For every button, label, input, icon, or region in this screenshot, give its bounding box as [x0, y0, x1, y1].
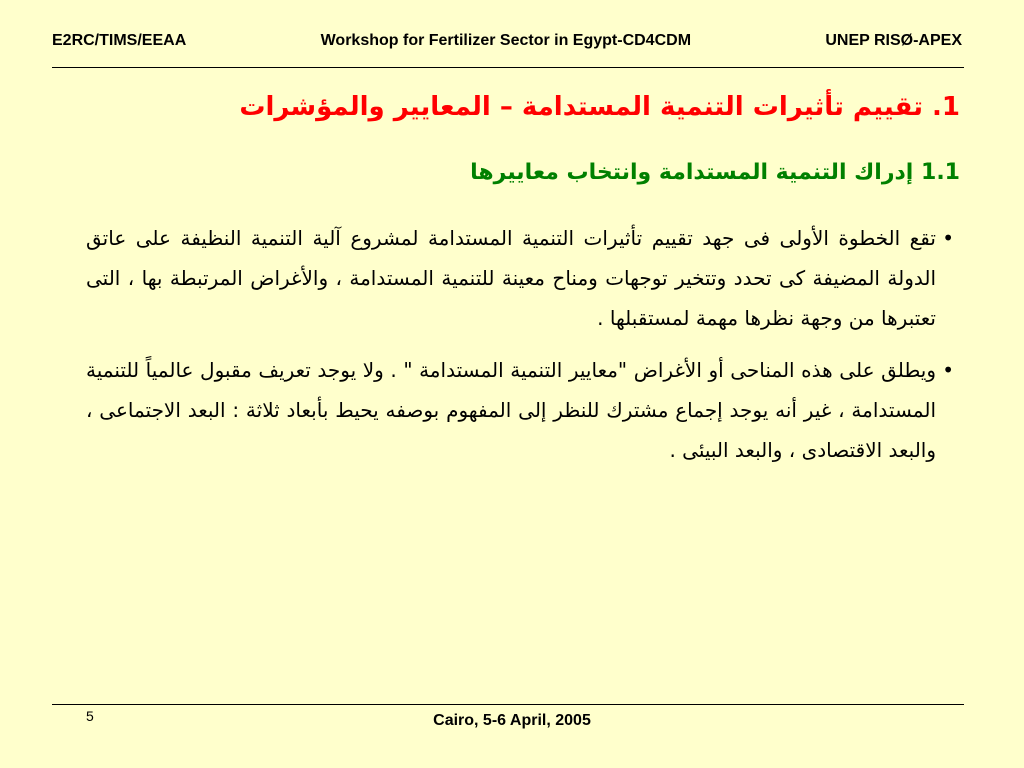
bullet-icon: • — [942, 226, 954, 250]
page-number: 5 — [86, 708, 94, 724]
bullet-item — [86, 218, 954, 338]
bullet-icon: • — [942, 358, 954, 382]
bullet-text: تقع الخطوة الأولى فى جهد تقييم تأثيرات التنمية المستدامة لمشروع آلية التنمية النظيفة على عاتق الدولة المضيفة كى تحدد وتتخير توجهات ومناح معينة للتنمية المستدامة ، والأغراض المرتبطة بها ، التى تعتبرها من وجهة نظرها مهمة لمستقبلها . — [86, 226, 936, 330]
header-divider — [52, 67, 964, 68]
header-workshop-title: Workshop for Fertilizer Sector in Egypt-CD4CDM — [320, 32, 692, 49]
slide-subtitle: 1.1 إدراك التنمية المستدامة وانتخاب معاييرها — [470, 160, 960, 185]
slide-title: 1. تقييم تأثيرات التنمية المستدامة – المعايير والمؤشرات — [239, 92, 960, 122]
slide-header — [52, 32, 962, 50]
bullet-item — [86, 350, 954, 470]
bullet-text: ويطلق على هذه المناحى أو الأغراض "معايير التنمية المستدامة " . ولا يوجد تعريف مقبول عالمياً للتنمية المستدامة ، غير أنه يوجد إجماع مشترك للنظر إلى المفهوم بوصفه يحيط بأبعاد ثلاثة : البعد الاجتماعى ، والبعد الاقتصادى ، والبعد البيئى . — [86, 358, 936, 462]
footer-location-date: Cairo, 5-6 April, 2005 — [433, 712, 591, 729]
header-right-org: UNEP RISØ-APEX — [825, 32, 962, 49]
header-left-org: E2RC/TIMS/EEAA — [52, 32, 187, 49]
footer-divider — [52, 704, 964, 705]
bullet-list — [86, 218, 954, 482]
